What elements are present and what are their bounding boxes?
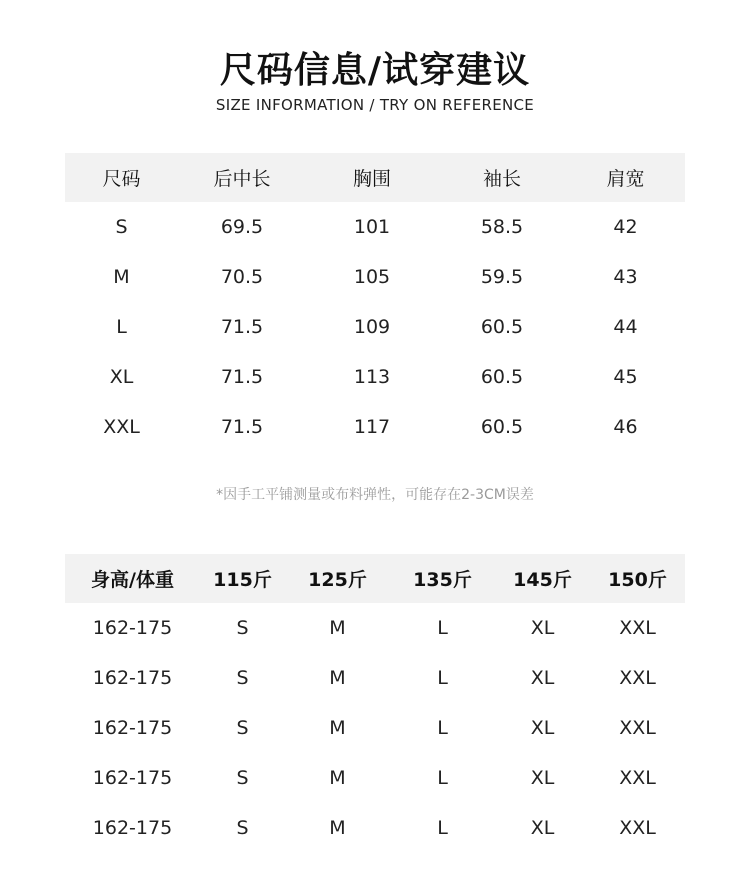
table-cell: 101 (353, 216, 391, 238)
table-cell: 71.5 (220, 416, 264, 438)
table-cell: XXL (619, 617, 656, 639)
table-cell: XXL (619, 717, 656, 739)
header-shoulder: 肩宽 (566, 153, 685, 202)
table-cell: L (116, 316, 127, 338)
header-back-length: 后中长 (178, 153, 306, 202)
table-cell: 109 (353, 316, 391, 338)
table-cell: 162-175 (92, 817, 173, 839)
table-cell: S (115, 216, 128, 238)
table-cell: 105 (353, 266, 391, 288)
header-size: 尺码 (65, 153, 178, 202)
table-cell: S (236, 667, 249, 689)
table-cell: L (437, 617, 448, 639)
table-cell: M (113, 266, 130, 288)
table-cell: L (437, 667, 448, 689)
table-cell: 60.5 (480, 366, 524, 388)
table-row (65, 202, 685, 252)
table-cell: 162-175 (92, 617, 173, 639)
table-cell: L (437, 817, 448, 839)
table-row (65, 603, 685, 653)
table-cell: 45 (613, 366, 638, 388)
table-cell: XXL (619, 667, 656, 689)
header-chest: 胸围 (306, 153, 438, 202)
header-height-weight: 身高/体重 (65, 554, 200, 603)
table-cell: M (329, 817, 346, 839)
table-row (65, 703, 685, 753)
header-sleeve: 袖长 (438, 153, 566, 202)
table-cell: L (437, 767, 448, 789)
size-table (65, 153, 685, 452)
table-cell: 59.5 (480, 266, 524, 288)
table-cell: 46 (613, 416, 638, 438)
header-weight-135: 135斤 (390, 554, 495, 603)
table-cell: 58.5 (480, 216, 524, 238)
table-cell: 162-175 (92, 717, 173, 739)
table-cell: M (329, 617, 346, 639)
table-row (65, 653, 685, 703)
table-cell: XL (530, 617, 555, 639)
table-cell: 43 (613, 266, 638, 288)
table-row (65, 402, 685, 452)
table-cell: XL (109, 366, 134, 388)
table-cell: XL (530, 817, 555, 839)
header-weight-115: 115斤 (200, 554, 285, 603)
page-subtitle: SIZE INFORMATION / TRY ON REFERENCE (215, 96, 535, 114)
table-cell: 113 (353, 366, 391, 388)
table-cell: S (236, 717, 249, 739)
table-cell: XL (530, 717, 555, 739)
table-cell: 117 (353, 416, 391, 438)
table-cell: 71.5 (220, 366, 264, 388)
table-row (65, 302, 685, 352)
table-cell: XXL (103, 416, 140, 438)
table-cell: 162-175 (92, 767, 173, 789)
header-weight-125: 125斤 (285, 554, 390, 603)
table-row (65, 352, 685, 402)
fit-table-header (65, 554, 685, 603)
table-cell: 69.5 (220, 216, 264, 238)
fit-table (65, 554, 685, 853)
header-weight-145: 145斤 (495, 554, 590, 603)
table-cell: 71.5 (220, 316, 264, 338)
table-cell: XXL (619, 817, 656, 839)
page-title: 尺码信息/试穿建议 (219, 50, 531, 91)
table-row (65, 803, 685, 853)
table-cell: XL (530, 667, 555, 689)
table-cell: M (329, 667, 346, 689)
table-cell: L (437, 717, 448, 739)
table-cell: XXL (619, 767, 656, 789)
table-cell: 60.5 (480, 316, 524, 338)
table-cell: S (236, 767, 249, 789)
table-cell: M (329, 717, 346, 739)
measurement-note: *因手工平铺测量或布料弹性，可能存在2-3CM误差 (216, 487, 534, 503)
table-cell: S (236, 817, 249, 839)
table-cell: 60.5 (480, 416, 524, 438)
table-cell: 162-175 (92, 667, 173, 689)
header-weight-150: 150斤 (590, 554, 685, 603)
table-cell: S (236, 617, 249, 639)
table-cell: 42 (613, 216, 638, 238)
table-cell: M (329, 767, 346, 789)
size-table-header (65, 153, 685, 202)
table-row (65, 252, 685, 302)
table-cell: XL (530, 767, 555, 789)
table-cell: 70.5 (220, 266, 264, 288)
table-cell: 44 (613, 316, 638, 338)
table-row (65, 753, 685, 803)
